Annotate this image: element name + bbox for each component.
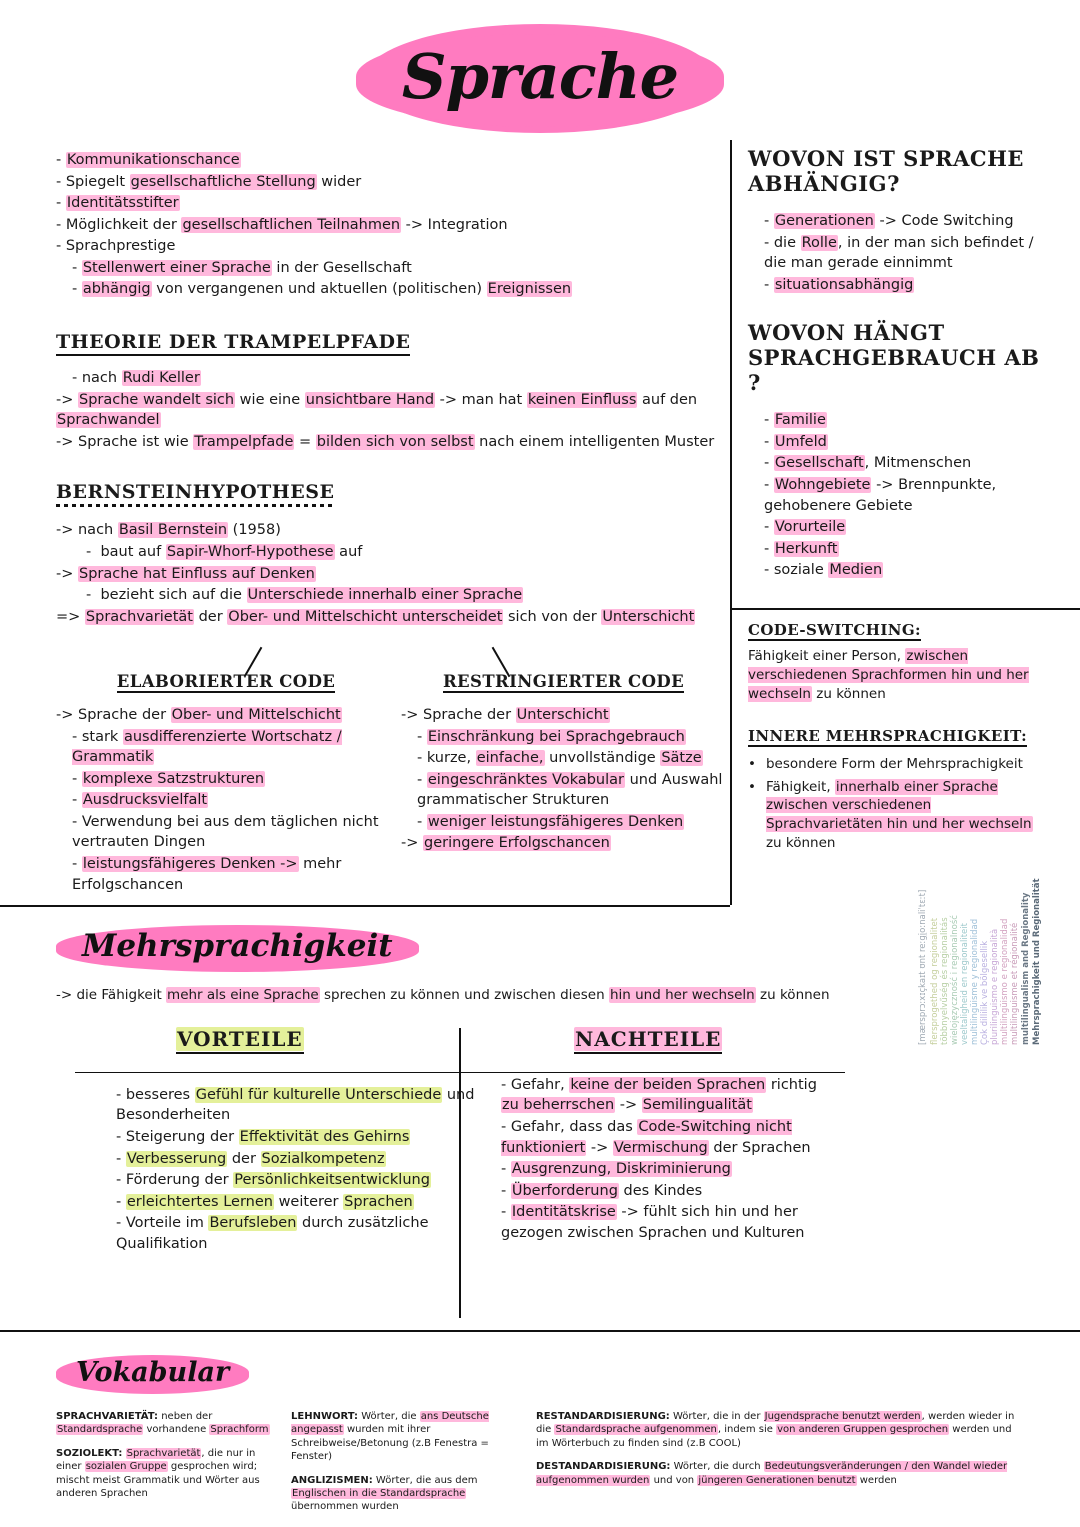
list-item: - Ausgrenzung, Diskriminierung (501, 1161, 731, 1178)
right-column-top (748, 146, 1040, 582)
vokabular-entry (291, 1474, 516, 1514)
vorteile-list (116, 1085, 486, 1256)
list-item: - Generationen -> Code Switching (764, 213, 1014, 229)
sticker-line: veeltaligheid en regionaliteit (960, 923, 970, 1045)
vokabular-entry (56, 1447, 271, 1501)
divider-vertical-top (730, 140, 732, 905)
sticker-line: [mærsprɔːxɪçkaɪt ʊnt reːɡi̯oːnaliˈtɛːt] (918, 889, 928, 1045)
intro-list (56, 150, 716, 300)
list-item: -> Sprache der Ober- und Mittelschicht (56, 707, 341, 723)
sticker-line: plurilinguismo e regionalità (990, 928, 1000, 1045)
list-item: - komplexe Satzstrukturen (72, 770, 265, 787)
sticker-line: Mehrsprachigkeit und Regionalität (1032, 878, 1042, 1045)
list-item: - Stellenwert einer Sprache in der Gesellschaft (72, 259, 412, 276)
abhaengig-section (748, 146, 1040, 295)
list-item: - weniger leistungsfähigeres Denken (417, 813, 684, 830)
list-item: -> Sprache ist wie Trampelpfade = bilden sich von selbst nach einem intelligenten Muster (56, 433, 715, 450)
list-item: - Möglichkeit der gesellschaftlichen Teilnahmen -> Integration (56, 216, 508, 233)
list-item: - Identitätskrise -> fühlt sich hin und her gezogen zwischen Sprachen und Kulturen (501, 1204, 805, 1241)
list-item (748, 778, 1048, 854)
list-item: - Verbesserung der Sozialkompetenz (116, 1150, 385, 1167)
sticker-line: multilinguisme et régionalité (1010, 922, 1020, 1045)
list-item: - bezieht sich auf die Unterschiede innerhalb einer Sprache (86, 587, 523, 604)
vokabular-title-blob (56, 1355, 249, 1394)
vokabular-definition: Wörter, die durch Bedeutungsveränderungen / den Wandel wieder aufgenommen wurden und von jüngeren Generationen benutzt werden (536, 1461, 1008, 1486)
sticker-line: multilingüisme y regionalidad (970, 918, 980, 1045)
list-item: - Steigerung der Effektivität des Gehirns (116, 1129, 410, 1146)
vokabular-entry (291, 1410, 516, 1464)
nachteile-heading-wrap (574, 1027, 722, 1054)
list-item: - Familie (764, 412, 826, 429)
sticker-line: wielojęzyczność i regionalność (950, 915, 960, 1045)
vokabular-entry (536, 1410, 1016, 1450)
list-item: - Gesellschaft, Mitmenschen (764, 455, 972, 472)
mehrsprachigkeit-definition: -> die Fähigkeit mehr als eine Sprache sprechen zu können und zwischen diesen hin und her wechseln zu können (56, 987, 830, 1003)
right-column-bottom (748, 620, 1048, 853)
list-item: - Ausdrucksvielfalt (72, 792, 208, 809)
list-item: - leistungsfähigeres Denken -> mehr Erfolgschancen (72, 856, 342, 893)
vokabular-entry (536, 1460, 1016, 1487)
list-item-label: besondere Form der Mehrsprachigkeit (765, 755, 1023, 772)
left-column (56, 150, 716, 628)
vokabular-term: ANGLIZISMEN: (291, 1474, 373, 1486)
vokabular-title: Vokabular (76, 1357, 230, 1388)
page-title (0, 34, 1080, 127)
divider-above-mehrsprachigkeit (0, 905, 730, 907)
list-item (748, 755, 1048, 774)
list-item: => Sprachvarietät der Ober- und Mittelschicht unterscheidet sich von der Unterschicht (56, 608, 695, 625)
vokabular-entry (56, 1410, 271, 1437)
list-item: - Sprachprestige (56, 238, 176, 255)
vokabular-definition: Wörter, die aus dem Englischen in die Standardsprache übernommen wurden (291, 1474, 478, 1513)
mehrsprachigkeit-title-blob (56, 925, 419, 972)
list-item: - stark ausdifferenzierte Wortschatz / Grammatik (72, 728, 342, 766)
list-item: - situationsabhängig (764, 276, 914, 293)
code-switching-text: Fähigkeit einer Person, zwischen verschiedenen Sprachformen hin und her wechseln zu können (748, 648, 1029, 702)
restringierter-code-heading: RESTRINGIERTER CODE (442, 672, 685, 691)
innere-mehrsprachigkeit-heading: INNERE MEHRSPRACHIGKEIT: (748, 726, 1028, 745)
trampelpfade-heading: THEORIE DER TRAMPELPFADE (56, 331, 410, 356)
list-item: - Gefahr, dass das Code-Switching nicht funktioniert -> Vermischung der Sprachen (501, 1119, 811, 1156)
code-comparison (56, 672, 726, 896)
vokabular-column-1 (56, 1410, 271, 1524)
trampelpfade-section (56, 331, 716, 452)
list-item: - Einschränkung bei Sprachgebrauch (417, 728, 685, 745)
sticker-line: többnyelvűség és regionalitás (940, 917, 950, 1045)
vokabular-term: DESTANDARDISIERUNG: (536, 1461, 671, 1473)
list-item: - Gefahr, keine der beiden Sprachen richtig zu beherrschen -> Semilingualität (501, 1076, 817, 1114)
list-item: - Vorurteile (764, 519, 846, 536)
list-item: - Kommunikationschance (56, 152, 240, 168)
vorteile-heading-wrap (176, 1027, 304, 1054)
list-item: - nach Rudi Keller (72, 370, 200, 387)
mehrsprachigkeit-sticker (880, 878, 1042, 1265)
innere-mehrsprachigkeit-section (748, 726, 1048, 853)
vokabular-term: SPRACHVARIETÄT: (56, 1411, 159, 1422)
bullet-dot: • (748, 755, 756, 772)
vokabular-column-2 (291, 1410, 516, 1524)
list-item-label: Fähigkeit, innerhalb einer Sprache zwischen verschiedenen Sprachvarietäten hin und her wechseln zu können (765, 778, 1032, 852)
code-switching-section (748, 620, 1048, 704)
elaborierter-code-heading: ELABORIERTER CODE (116, 672, 336, 691)
vokabular-term: SOZIOLEKT: (56, 1447, 123, 1459)
list-item: -> Sprache hat Einfluss auf Denken (56, 565, 315, 582)
sticker-line: flersprogethed og regionalitet (930, 917, 940, 1045)
vokabular-section (56, 1355, 1046, 1524)
title-text: Sprache (401, 40, 679, 113)
list-item: - Verwendung bei aus dem täglichen nicht vertrauten Dingen (72, 813, 379, 851)
list-item: - kurze, einfache, unvollständige Sätze (417, 750, 702, 767)
sticker-line: Çok dillilik ve bölgesellik (980, 940, 990, 1045)
vokabular-term: RESTANDARDISIERUNG: (536, 1411, 670, 1422)
bullet-dot: • (748, 778, 756, 795)
elaborierter-code-column (56, 672, 396, 896)
abhaengig-heading: WOVON IST SPRACHE ABHÄNGIG? (748, 146, 1024, 196)
divider-right-mid (730, 608, 1080, 610)
list-item: - Vorteile im Berufsleben durch zusätzliche Qualifikation (116, 1215, 429, 1252)
list-item: - abhängig von vergangenen und aktuellen (politischen) Ereignissen (72, 281, 572, 298)
list-item: -> nach Basil Bernstein (1958) (56, 522, 281, 539)
list-item: - erleichtertes Lernen weiterer Sprachen (116, 1193, 413, 1210)
list-item: - die Rolle, in der man sich befindet / die man gerade einnimmt (764, 234, 1034, 272)
list-item: - Umfeld (764, 433, 827, 450)
bernstein-heading: BERNSTEINHYPOTHESE (56, 481, 334, 506)
list-item: - Förderung der Persönlichkeitsentwicklung (116, 1172, 430, 1189)
nachteile-list (501, 1075, 831, 1245)
vokabular-definition: Wörter, die ans Deutsche angepasst wurden mit ihrer Schreibweise/Betonung (z.B Fenestra = Fenster) (291, 1411, 489, 1463)
vokabular-definition: neben der Standardsprache vorhandene Sprachform (57, 1411, 269, 1436)
vokabular-definition: Sprachvarietät, die nur in einer sozialen Gruppe gesprochen wird; mischt meist Grammatik und Wörter aus anderen Sprachen (56, 1447, 260, 1499)
vokabular-definition: Wörter, die in der Jugendsprache benutzt werden, werden wieder in die Standardsprache aufgenommen, indem sie von anderen Gruppen gesprochen werden und im Wörterbuch zu finden sind (z.B COOL) (536, 1411, 1015, 1449)
title-highlight-blob (356, 34, 724, 127)
list-item: -> Sprache wandelt sich wie eine unsichtbare Hand -> man hat keinen Einfluss auf den Sprachwandel (56, 391, 698, 429)
list-item: - Wohngebiete -> Brennpunkte, gehobenere Gebiete (764, 477, 997, 514)
sticker-line: multilingualism and Regionality (1021, 892, 1031, 1045)
list-item: - Herkunft (764, 540, 838, 557)
list-item: -> geringere Erfolgschancen (401, 835, 610, 852)
sticker-line: multilingüismo e regionalidad (1000, 918, 1010, 1045)
list-item: - soziale Medien (764, 562, 883, 579)
bernstein-section (56, 481, 716, 627)
vokabular-term: LEHNWORT: (291, 1411, 358, 1422)
sprachgebrauch-section (748, 320, 1040, 581)
nachteile-heading: NACHTEILE (574, 1027, 722, 1054)
list-item: - Spiegelt gesellschaftliche Stellung wider (56, 173, 362, 190)
list-item: - baut auf Sapir-Whorf-Hypothese auf (86, 543, 363, 560)
vorteile-heading: VORTEILE (176, 1027, 304, 1054)
list-item: - eingeschränktes Vokabular und Auswahl grammatischer Strukturen (417, 771, 723, 809)
vokabular-column-3 (536, 1410, 1016, 1524)
list-item: - Identitätsstifter (56, 195, 179, 212)
sprachgebrauch-heading: WOVON HÄNGT SPRACHGEBRAUCH AB ? (748, 320, 1040, 396)
code-switching-heading: CODE-SWITCHING: (748, 621, 921, 639)
mehrsprachigkeit-title: Mehrsprachigkeit (82, 928, 393, 964)
list-item: - besseres Gefühl für kulturelle Unterschiede und Besonderheiten (116, 1086, 475, 1124)
list-item: -> Sprache der Unterschicht (401, 707, 609, 723)
list-item: - Überforderung des Kindes (501, 1182, 703, 1199)
restringierter-code-column (401, 672, 726, 855)
divider-mehrsprachigkeit-bottom (0, 1330, 1080, 1332)
